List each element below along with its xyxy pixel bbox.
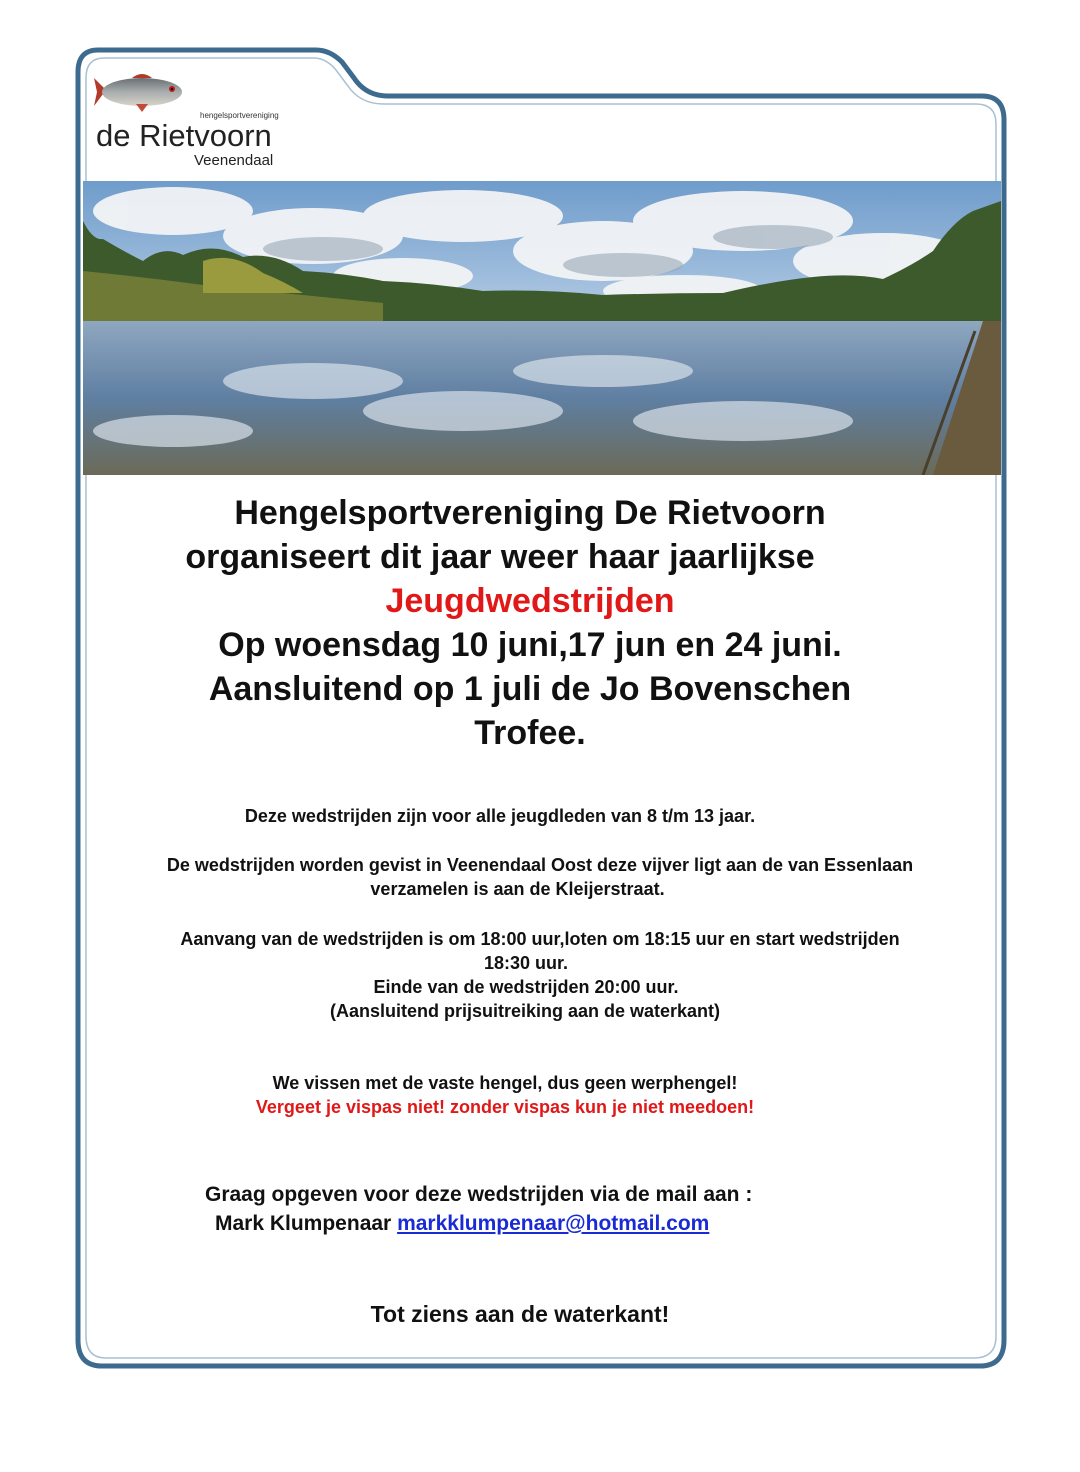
gear-rule: We vissen met de vaste hengel, dus geen werphengel! <box>272 1073 738 1093</box>
location-line-1: De wedstrijden worden gevist in Veenendaal Oost deze vijver ligt aan de van Essenlaan <box>166 855 914 875</box>
age-info: Deze wedstrijden zijn voor alle jeugdleden van 8 t/m 13 jaar. <box>244 806 756 826</box>
location-info <box>90 853 990 901</box>
time-info <box>90 927 990 1023</box>
location-line-2: verzamelen is aan de Kleijerstraat. <box>370 879 665 899</box>
headline-line-1: Hengelsportvereniging De Rietvoorn <box>234 494 826 532</box>
lake-banner-image <box>83 181 1001 475</box>
signup-text: Graag opgeven voor deze wedstrijden via de mail aan : <box>205 1183 753 1206</box>
closing-line: Tot ziens aan de waterkant! <box>370 1301 670 1327</box>
logo-club-name: de Rietvoorn <box>96 118 272 153</box>
logo-subtitle: hengelsportvereniging <box>200 111 279 120</box>
time-line-3: Einde van de wedstrijden 20:00 uur. <box>373 977 679 997</box>
headline-line-2: organiseert dit jaar weer haar jaarlijkse <box>185 538 815 576</box>
logo-city: Veenendaal <box>194 152 274 169</box>
signup-contact <box>215 1209 752 1238</box>
headline-line-5: Aansluitend op 1 juli de Jo Bovenschen <box>208 670 852 708</box>
time-line-1: Aanvang van de wedstrijden is om 18:00 uur,loten om 18:15 uur en start wedstrijden <box>180 929 900 949</box>
headline-line-6: Trofee. <box>474 714 586 752</box>
rules-info <box>90 1071 990 1119</box>
contact-name: Mark Klumpenaar <box>215 1212 392 1235</box>
headline-event-title: Jeugdwedstrijden <box>385 582 675 620</box>
club-logo <box>92 68 292 178</box>
email-link[interactable]: markklumpenaar@hotmail.com <box>397 1212 710 1235</box>
time-line-4: (Aansluitend prijsuitreiking aan de waterkant) <box>329 1001 721 1021</box>
signup-block <box>205 1180 752 1238</box>
time-line-2: 18:30 uur. <box>483 953 569 973</box>
fish-icon <box>92 68 192 114</box>
headline-line-4: Op woensdag 10 juni,17 jun en 24 juni. <box>218 626 842 664</box>
headline <box>100 491 960 755</box>
vispas-warning: Vergeet je vispas niet! zonder vispas kun je niet meedoen! <box>255 1097 755 1117</box>
